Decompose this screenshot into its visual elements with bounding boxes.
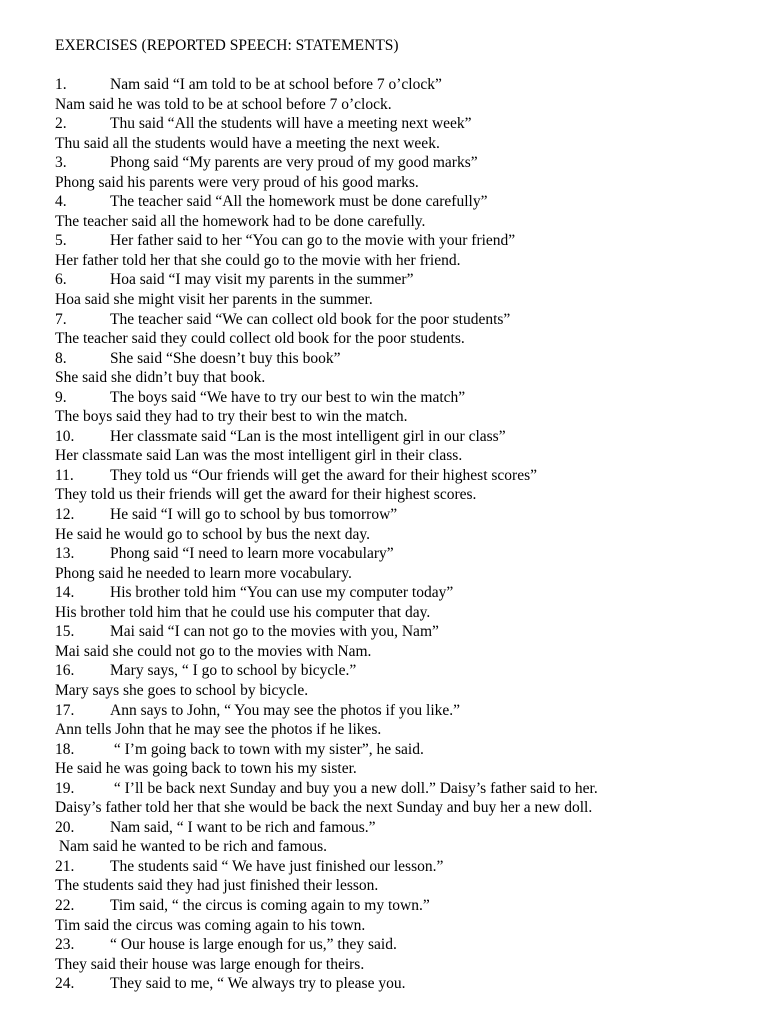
exercise-question	[55, 857, 755, 877]
exercise-answer: Phong said he needed to learn more vocabulary.	[55, 564, 352, 582]
exercise-item	[55, 622, 755, 661]
exercise-answer: Her father told her that she could go to the movie with her friend.	[55, 251, 461, 269]
exercise-item	[55, 427, 755, 466]
exercise-question-text: Hoa said “I may visit my parents in the summer”	[110, 271, 414, 289]
exercise-number: 11.	[55, 466, 74, 484]
exercise-item	[55, 857, 755, 896]
exercise-answer: Thu said all the students would have a meeting the next week.	[55, 134, 440, 152]
exercise-answer: The boys said they had to try their best to win the match.	[55, 408, 408, 426]
exercise-answer: Nam said he wanted to be rich and famous.	[55, 838, 328, 856]
exercise-question-text: Nam said “I am told to be at school before 7 o’clock”	[110, 76, 442, 93]
exercise-question-text: He said “I will go to school by bus tomorrow”	[110, 506, 398, 524]
exercise-answer: Hoa said she might visit her parents in the summer.	[55, 291, 373, 309]
exercise-question	[55, 583, 755, 603]
exercise-question-text: They told us “Our friends will get the award for their highest scores”	[110, 466, 537, 484]
exercise-item	[55, 505, 755, 544]
exercise-question	[55, 310, 755, 330]
exercise-question-text: Tim said, “ the circus is coming again to my town.”	[110, 896, 430, 914]
page-title: EXERCISES (REPORTED SPEECH: STATEMENTS)	[55, 37, 399, 54]
exercise-number: 7.	[55, 310, 67, 328]
exercise-item	[55, 349, 755, 388]
exercise-question-text: Her father said to her “You can go to the movie with your friend”	[110, 232, 516, 250]
document-page	[55, 36, 755, 994]
exercise-answer: Her classmate said Lan was the most intelligent girl in their class.	[55, 447, 463, 465]
exercise-question	[55, 974, 755, 994]
exercise-number: 14.	[55, 584, 75, 602]
exercise-list	[55, 75, 755, 994]
exercise-question	[55, 935, 755, 955]
exercise-question-text: “ I’m going back to town with my sister”, he said.	[110, 740, 424, 758]
exercise-item	[55, 935, 755, 974]
exercise-question	[55, 231, 755, 251]
exercise-answer: Phong said his parents were very proud of his good marks.	[55, 173, 419, 191]
exercise-question-text: The teacher said “We can collect old book for the poor students”	[110, 310, 511, 328]
exercise-item	[55, 661, 755, 700]
exercise-answer: Tim said the circus was coming again to his town.	[55, 916, 366, 934]
exercise-question-text: Thu said “All the students will have a meeting next week”	[110, 115, 472, 133]
exercise-item	[55, 270, 755, 309]
exercise-question-text: The teacher said “All the homework must be done carefully”	[110, 193, 488, 211]
exercise-number: 18.	[55, 740, 75, 758]
exercise-item	[55, 114, 755, 153]
exercise-number: 16.	[55, 662, 75, 680]
exercise-number: 20.	[55, 818, 75, 836]
exercise-number: 4.	[55, 193, 67, 211]
exercise-number: 3.	[55, 154, 67, 172]
exercise-question	[55, 896, 755, 916]
exercise-number: 5.	[55, 232, 67, 250]
exercise-item	[55, 310, 755, 349]
exercise-question-text: “ Our house is large enough for us,” they said.	[110, 936, 397, 954]
exercise-question	[55, 192, 755, 212]
exercise-question	[55, 153, 755, 173]
exercise-answer: He said he was going back to town his my sister.	[55, 760, 357, 778]
exercise-number: 8.	[55, 349, 67, 367]
exercise-answer: They said their house was large enough for theirs.	[55, 955, 365, 973]
exercise-number: 17.	[55, 701, 75, 719]
exercise-answer: They told us their friends will get the award for their highest scores.	[55, 486, 477, 504]
exercise-item	[55, 701, 755, 740]
exercise-question	[55, 622, 755, 642]
exercise-question	[55, 427, 755, 447]
exercise-item	[55, 583, 755, 622]
exercise-answer: The students said they had just finished their lesson.	[55, 877, 379, 895]
exercise-question	[55, 661, 755, 681]
exercise-item	[55, 153, 755, 192]
exercise-number: 22.	[55, 896, 75, 914]
exercise-number: 19.	[55, 779, 75, 797]
exercise-question	[55, 388, 755, 408]
exercise-number: 24.	[55, 975, 75, 993]
exercise-item	[55, 779, 755, 818]
exercise-answer: The teacher said all the homework had to be done carefully.	[55, 212, 426, 230]
exercise-question	[55, 349, 755, 369]
exercise-answer: Mary says she goes to school by bicycle.	[55, 681, 309, 699]
exercise-question-text: His brother told him “You can use my computer today”	[110, 584, 454, 602]
exercise-question	[55, 779, 755, 799]
exercise-number: 23.	[55, 936, 75, 954]
exercise-number: 1.	[55, 76, 67, 93]
exercise-item	[55, 544, 755, 583]
exercise-question	[55, 75, 755, 95]
exercise-answer: Ann tells John that he may see the photos if he likes.	[55, 721, 382, 739]
exercise-number: 10.	[55, 427, 75, 445]
exercise-question	[55, 466, 755, 486]
exercise-answer: The teacher said they could collect old book for the poor students.	[55, 330, 465, 348]
exercise-question-text: Nam said, “ I want to be rich and famous.”	[110, 818, 376, 836]
exercise-answer: His brother told him that he could use his computer that day.	[55, 603, 431, 621]
exercise-answer: He said he would go to school by bus the next day.	[55, 525, 370, 543]
exercise-question-text: Mary says, “ I go to school by bicycle.”	[110, 662, 357, 680]
exercise-item	[55, 75, 755, 114]
exercise-question	[55, 114, 755, 134]
exercise-number: 2.	[55, 115, 67, 133]
exercise-question-text: Phong said “My parents are very proud of my good marks”	[110, 154, 478, 172]
exercise-number: 13.	[55, 545, 75, 563]
exercise-question	[55, 818, 755, 838]
exercise-number: 9.	[55, 388, 67, 406]
exercise-answer: She said she didn’t buy that book.	[55, 369, 266, 387]
exercise-question	[55, 544, 755, 564]
exercise-question-text: Phong said “I need to learn more vocabulary”	[110, 545, 394, 563]
exercise-item	[55, 740, 755, 779]
exercise-item	[55, 388, 755, 427]
exercise-item	[55, 818, 755, 857]
exercise-question-text: Her classmate said “Lan is the most intelligent girl in our class”	[110, 427, 506, 445]
exercise-item	[55, 192, 755, 231]
title-spacer	[55, 56, 755, 75]
exercise-answer: Mai said she could not go to the movies with Nam.	[55, 642, 372, 660]
exercise-question-text: “ I’ll be back next Sunday and buy you a new doll.” Daisy’s father said to her.	[110, 779, 598, 797]
exercise-number: 6.	[55, 271, 67, 289]
exercise-question-text: Mai said “I can not go to the movies with you, Nam”	[110, 623, 439, 641]
exercise-question-text: Ann says to John, “ You may see the photos if you like.”	[110, 701, 461, 719]
exercise-question	[55, 270, 755, 290]
exercise-question-text: They said to me, “ We always try to please you.	[110, 975, 406, 993]
exercise-number: 15.	[55, 623, 75, 641]
exercise-question	[55, 505, 755, 525]
exercise-item	[55, 231, 755, 270]
exercise-answer: Nam said he was told to be at school before 7 o’clock.	[55, 95, 392, 113]
exercise-question	[55, 701, 755, 721]
exercise-answer: Daisy’s father told her that she would be back the next Sunday and buy her a new doll.	[55, 799, 593, 817]
exercise-question	[55, 740, 755, 760]
exercise-item	[55, 896, 755, 935]
exercise-number: 21.	[55, 857, 75, 875]
exercise-question-text: The students said “ We have just finished our lesson.”	[110, 857, 444, 875]
exercise-item	[55, 974, 755, 994]
exercise-question-text: The boys said “We have to try our best to win the match”	[110, 388, 466, 406]
exercise-item	[55, 466, 755, 505]
exercise-number: 12.	[55, 506, 75, 524]
exercise-question-text: She said “She doesn’t buy this book”	[110, 349, 341, 367]
